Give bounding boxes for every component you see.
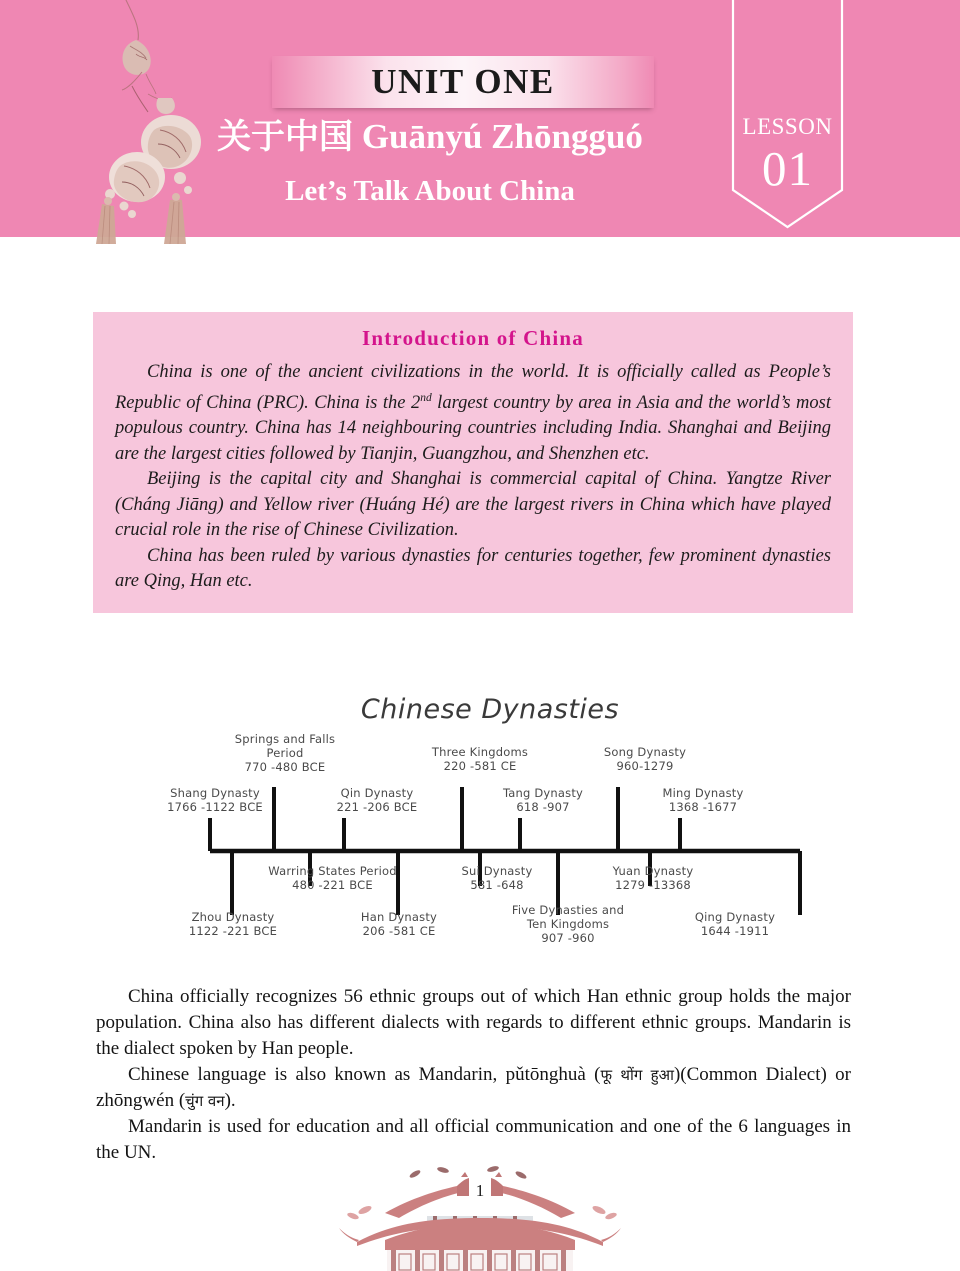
diagram-label-tang-dynasty [468, 786, 618, 814]
label-name: Tang Dynasty [502, 786, 584, 800]
body-p2-part-a: Chinese language is also known as Mandarin, pǔtōnghuà ( [128, 1064, 601, 1085]
label-years: 221 -206 BCE [336, 800, 418, 814]
label-name: Ming Dynasty [662, 786, 744, 800]
lesson-title-english: Let’s Talk About China [285, 175, 575, 207]
label-name: Zhou Dynasty [191, 910, 275, 924]
label-name: Sui Dynasty [461, 864, 533, 878]
label-name-2: Period [266, 746, 304, 760]
label-years: 1766 -1122 BCE [167, 800, 263, 814]
body-paragraph-2 [96, 1062, 851, 1114]
label-name: Shang Dynasty [170, 786, 260, 800]
diagram-label-warring-states-period [250, 864, 415, 892]
body-paragraph-1: China officially recognizes 56 ethnic groups out of which Han ethnic group holds the major population. China also has different dialects with regards to different ethnic groups. Mandarin is the dialect spoken by Han people. [96, 986, 851, 1059]
page-header [0, 0, 960, 237]
introduction-box [93, 312, 853, 613]
diagram-label-qin-dynasty [302, 786, 452, 814]
diagram-label-five-dynasties-ten-kingdoms [488, 903, 648, 945]
label-years: 220 -581 CE [443, 759, 517, 773]
label-name: Song Dynasty [603, 745, 687, 759]
label-years: 1122 -221 BCE [188, 924, 278, 938]
intro-p1-part-b: largest country by area in Asia and the world’s most populous country. China has 14 neighbouring countries including India. Shanghai and Beijing are the largest cities followed by Tianjin, Guangzhou, and Shenzhen etc. [115, 392, 831, 464]
label-name: Qing Dynasty [694, 910, 776, 924]
label-years: 618 -907 [516, 800, 570, 814]
lesson-title-chinese [150, 118, 710, 157]
page-number: 1 [475, 1181, 485, 1200]
label-years: 1279 -13368 [615, 878, 691, 892]
body-p2-devanagari-2: चुंग वन [185, 1092, 225, 1110]
label-years: 770 -480 BCE [244, 760, 326, 774]
label-name: Three Kingdoms [431, 745, 529, 759]
diagram-label-ming-dynasty [628, 786, 778, 814]
label-years: 206 -581 CE [362, 924, 436, 938]
label-years: 960-1279 [616, 759, 674, 773]
label-years: 480 -221 BCE [292, 878, 373, 892]
diagram-label-sui-dynasty [422, 864, 572, 892]
diagram-label-yuan-dynasty [578, 864, 728, 892]
diagram-label-springs-and-falls [210, 732, 360, 774]
intro-paragraph-3: China has been ruled by various dynasties for centuries together, few prominent dynasties are Qing, Han etc. [115, 545, 831, 592]
label-name: Qin Dynasty [340, 786, 414, 800]
lesson-label: LESSON [742, 114, 833, 139]
page-footer [0, 1166, 960, 1271]
lesson-ribbon [727, 0, 848, 232]
label-name: Yuan Dynasty [612, 864, 694, 878]
body-p2-part-b: )(Common Dialect) or zhōngwén ( [96, 1064, 852, 1111]
label-years: 1368 -1677 [668, 800, 738, 814]
intro-paragraph-1 [115, 360, 831, 467]
diagram-label-zhou-dynasty [158, 910, 308, 938]
body-p2-devanagari-1: फू थोंग हुआ [600, 1066, 674, 1084]
diagram-label-three-kingdoms [405, 745, 555, 773]
intro-p1-ordinal-sup: nd [420, 391, 432, 404]
body-paragraph-3: Mandarin is used for education and all official communication and one of the 6 languages in the UN. [96, 1116, 851, 1163]
body-p2-part-c: ). [224, 1090, 236, 1111]
label-name-2: Ten Kingdoms [526, 917, 610, 931]
title-pinyin: Guānyú Zhōngguó [361, 117, 643, 156]
label-years: 907 -960 [541, 931, 595, 945]
intro-paragraph-2: Beijing is the capital city and Shanghai is commercial capital of China. Yangtze River (Cháng Jiāng) and Yellow river (Huáng Hé) are the largest rivers in China which have played crucial role in the rise of Chinese Civilization. [115, 469, 831, 541]
label-name: Springs and Falls [234, 732, 336, 746]
diagram-label-han-dynasty [324, 910, 474, 938]
diagram-label-shang-dynasty [140, 786, 290, 814]
label-name: Five Dynasties and [511, 903, 625, 917]
label-name: Warring States Period [268, 864, 397, 878]
intro-p1-part-a: China is one of the ancient civilizations in the world. It is officially called as People’s Republic of China (PRC). China is the 2 [115, 362, 831, 413]
unit-label: UNIT ONE [371, 62, 555, 101]
label-years: 581 -648 [470, 878, 524, 892]
title-hanzi: 关于中国 [217, 117, 354, 157]
label-name: Han Dynasty [360, 910, 438, 924]
introduction-heading: Introduction of China [361, 326, 585, 350]
unit-banner [272, 56, 654, 108]
diagram-label-song-dynasty [570, 745, 720, 773]
diagram-title: Chinese Dynasties [360, 694, 620, 725]
label-years: 1644 -1911 [700, 924, 770, 938]
lesson-number: 01 [762, 141, 813, 196]
diagram-label-qing-dynasty [660, 910, 810, 938]
chinese-dynasties-diagram [150, 690, 830, 960]
body-text-block [96, 984, 851, 1166]
